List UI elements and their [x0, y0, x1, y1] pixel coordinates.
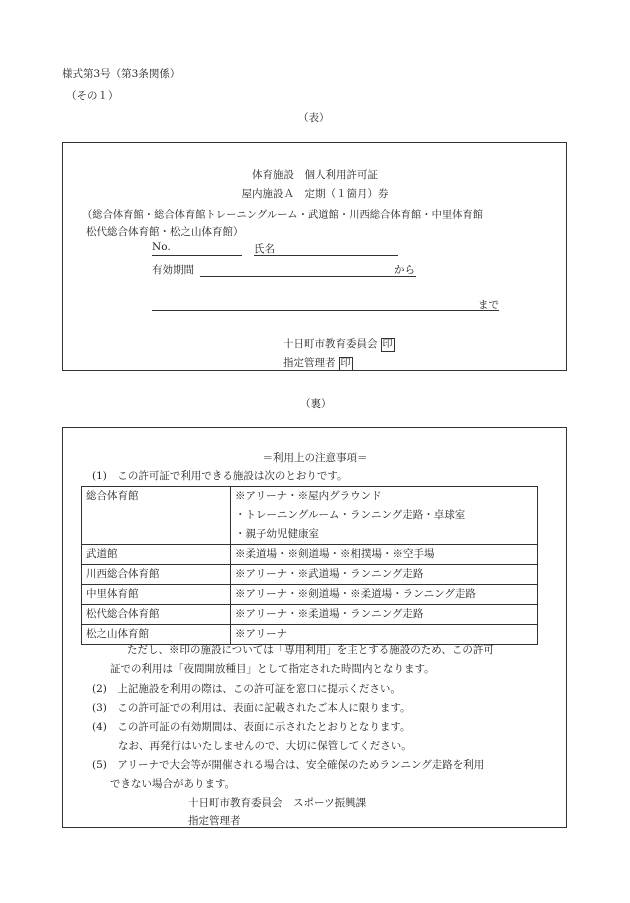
- facility-item: ※アリーナ・※武道場・ランニング走路: [235, 568, 424, 580]
- table-row: [82, 585, 538, 605]
- period-underline: [200, 276, 416, 277]
- period-label: 有効期間: [152, 264, 194, 276]
- facility-item: ・親子幼児健康室: [235, 528, 319, 540]
- name-underline: [254, 255, 398, 256]
- table-row: [82, 487, 538, 545]
- facility-item: ・トレーニングルーム・ランニング走路・卓球室: [235, 509, 466, 521]
- facility-name: 松之山体育館: [82, 625, 231, 645]
- issuer-manager-label: 指定管理者: [283, 357, 336, 369]
- back-item1: (1) この許可証で利用できる施設は次のとおりです。: [92, 470, 348, 482]
- seal-stamp-2: 印: [340, 358, 351, 369]
- facility-item: ※アリーナ・※剣道場・※柔道場・ランニング走路: [235, 588, 476, 600]
- table-row: [82, 565, 538, 585]
- issuer-manager: [283, 355, 353, 371]
- facility-item: ※アリーナ・※柔道場・ランニング走路: [235, 608, 424, 620]
- facility-table: [81, 486, 538, 645]
- facility-name: 総合体育館: [82, 487, 231, 545]
- back-note4: なお、再発行はいたしませんので、大切に保管してください。: [118, 740, 412, 752]
- from-label: から: [394, 264, 415, 276]
- front-facilities-line1: （総合体育館・総合体育館トレーニングルーム・武道館・川西総合体育館・中里体育館: [82, 209, 484, 221]
- back-note1b: 証での利用は「夜間開放種目」として指定された時間内となります。: [110, 663, 435, 675]
- issuer-board: [283, 336, 395, 352]
- no-underline: [152, 255, 242, 256]
- facility-name: 武道館: [82, 545, 231, 565]
- facility-items: [231, 545, 538, 565]
- back-note1a: ただし、※印の施設については「専用利用」を主とする施設のため、この許可: [127, 644, 494, 656]
- facility-name: 中里体育館: [82, 585, 231, 605]
- facility-item: ※アリーナ・※屋内グラウンド: [235, 490, 382, 502]
- facility-item: ※柔道場・※剣道場・※相撲場・※空手場: [235, 548, 435, 560]
- front-label: （表）: [298, 112, 330, 124]
- part-label: （その１）: [66, 90, 119, 102]
- front-facilities-line2: 松代総合体育館・松之山体育館）: [86, 226, 244, 238]
- back-item5b: できない場合があります。: [110, 778, 236, 790]
- facility-items: [231, 487, 538, 545]
- seal-stamp-1: 印: [382, 339, 393, 350]
- back-item4: (4) この許可証の有効期間は、表面に示されたとおりとなります。: [92, 721, 411, 733]
- until-label: まで: [478, 299, 499, 311]
- issuer-board-label: 十日町市教育委員会: [283, 338, 378, 350]
- facility-items: [231, 565, 538, 585]
- back-heading: ＝利用上の注意事項＝: [262, 452, 368, 464]
- back-item3: (3) この許可証での利用は、表面に記載されたご本人に限ります。: [92, 702, 411, 714]
- back-footer2: 指定管理者: [188, 815, 241, 827]
- facility-items: [231, 605, 538, 625]
- back-item2: (2) 上記施設を利用の際は、この許可証を窓口に提示ください。: [92, 683, 401, 695]
- facility-items: [231, 585, 538, 605]
- front-title: 体育施設 個人利用許可証: [252, 169, 378, 181]
- name-label: 氏名: [254, 243, 275, 255]
- table-row: [82, 545, 538, 565]
- table-row: [82, 605, 538, 625]
- no-label: No.: [152, 241, 171, 253]
- front-subtitle: 屋内施設Ａ 定期（１箇月）券: [241, 188, 389, 200]
- back-label: （裏）: [300, 398, 332, 410]
- facility-name: 川西総合体育館: [82, 565, 231, 585]
- until-underline: [152, 310, 499, 311]
- back-item5a: (5) アリーナで大会等が開催される場合は、安全確保のためランニング走路を利用: [92, 759, 485, 771]
- form-number: 様式第3号（第3条関係）: [62, 68, 181, 80]
- facility-item: ※アリーナ: [235, 628, 288, 640]
- back-footer1: 十日町市教育委員会 スポーツ振興課: [188, 797, 367, 809]
- facility-name: 松代総合体育館: [82, 605, 231, 625]
